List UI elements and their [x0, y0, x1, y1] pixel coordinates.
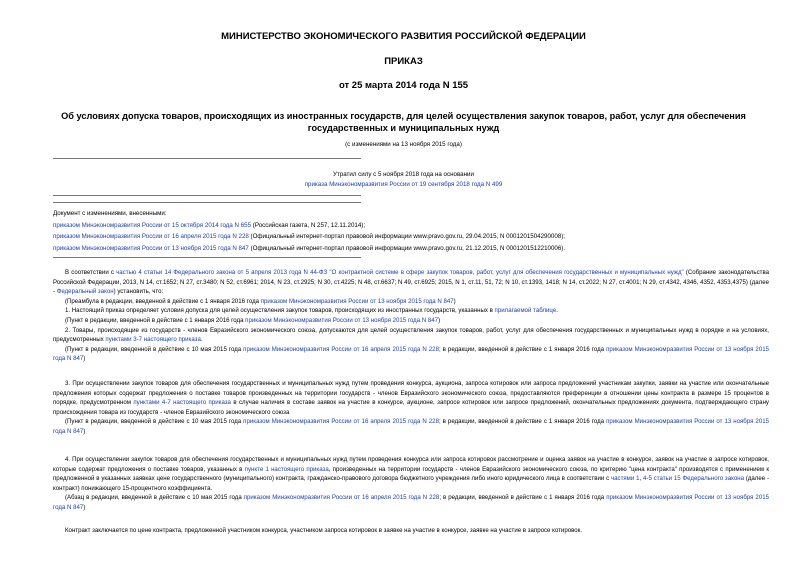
divider: [53, 158, 361, 159]
amendment-link[interactable]: приказом Минэкономразвития России от 16 апреля 2015 года N 228: [53, 233, 249, 240]
preamble: В соответствии с частью 4 статьи 14 Федерального закона от 5 апреля 2013 года N 44-ФЗ "О контрактной системе в сфере закупок товаров, работ, услуг для обеспечения государственных и муниципальных нужд" (Собрание законодательства Российской Федерации, 2013, N 14, ст.1652; N 27, ст.3480; N 52, ст.6961; 2014, N 23, ст.2925; N 30, ст.4225; N 48, ст.6637; N 49, ст.6925; 2015, N 1, ст.11, 51, 72; N 10, ст.1393, 1418; N 14, ст.2022; N 27, ст.4001; N 29, ст.4342, 4346, 4352, 4353,4375) (далее - Федеральный закон) установить, что:: [53, 269, 770, 296]
clause-link[interactable]: пунктами 4-7 настоящего приказа: [133, 399, 231, 407]
edit-note: (Преамбула в редакции, введенной в действие с 1 января 2016 года приказом Минэкономразвития России от 13 ноября 2015 года N 847): [65, 297, 456, 305]
lost-force-link[interactable]: приказа Минэкономразвития России от 19 сентября 2018 года N 499: [304, 181, 503, 188]
law-link[interactable]: 4-5 статьи 15 Федерального закона: [643, 475, 744, 483]
lost-force-text: Утратил силу с 5 ноября 2018 года на основании: [333, 171, 474, 178]
paragraph-3: 3. При осуществлении закупок товаров для обеспечения государственных и муниципальных нужд путем проведения конкурса, аукциона, запроса котировок или запроса предложений участникам закупки, заявки на участие или окончательные предложения которых содержат предложения о поставке товаров произведенных на территории государств - членов Евразийского экономического союза, предоставляются преференции в отношении цены контракта в размере 15 процентов в порядке, предусмотренном пунктами 4-7 настоящего приказа в случае наличия в составе заявок на участие в конкурсе, аукционе, запросе котировок или запросе предложений, окончательных предложениях документа, подтверждающего страну происхождения товара из государств - членов Евразийского экономического союза: [53, 380, 769, 416]
edit-note: (Абзац в редакции, введенной в действие с 10 мая 2015 года приказом Минэкономразвития России от 16 апреля 2015 года N 228; в редакции, введенной в действие с 1 января 2016 года приказом Минэкономразвития России от 13 ноября 2015 года N 847): [53, 494, 769, 511]
changes-note: (с изменениями на 13 ноября 2015 года): [345, 141, 462, 148]
lost-force-note: [0, 170, 807, 190]
edit-note: (Пункт в редакции, введенной в действие с 1 января 2016 года приказом Минэкономразвития России от 13 ноября 2015 года N 847): [65, 316, 441, 324]
law-link[interactable]: частями 1: [610, 475, 640, 483]
paragraph-2: 2. Товары, происходящие из государств - членов Евразийского экономического союза, допускаются для целей осуществления закупок товаров, работ, услуг для обеспечения государственных и муниципальных нужд в порядке и на условиях, предусмотренных пунктами 3-7 настоящего приказа.: [53, 326, 769, 344]
table-link[interactable]: прилагаемой таблице: [494, 307, 557, 315]
amendment-link[interactable]: приказом Минэкономразвития России от 16 апреля 2015 года N 228: [243, 345, 439, 353]
list-item: приказом Минэкономразвития России от 15 октября 2014 года N 655 (Российская газета, N 257, 12.11.2014);: [53, 221, 366, 229]
document-type: ПРИКАЗ: [384, 56, 423, 67]
paragraph-1: 1. Настоящий приказ определяет условия допуска для целей осуществления закупок товаров, происходящих из иностранных государств, указанных в прилагаемой таблице.: [65, 307, 558, 315]
amendment-link[interactable]: приказом Минэкономразвития России от 13 ноября 2015 года N 847: [53, 244, 249, 252]
document-title: Об условиях допуска товаров, происходящих из иностранных государств, для целей осуществления закупок товаров, работ, услуг для обеспечения государственных и муниципальных нужд: [61, 111, 746, 133]
paragraph-5: Контракт заключается по цене контракта, предложенной участником конкурса, участником запроса котировок в заявке на участие в конкурсе, заявке на участие в запросе котировок.: [65, 527, 583, 534]
amendment-link[interactable]: приказом Минэкономразвития России от 13 ноября 2015 года N 847: [53, 494, 769, 511]
amendment-link[interactable]: приказом Минэкономразвития России от 16 апреля 2015 года N 228: [243, 418, 439, 426]
law-link[interactable]: Федеральный закон: [56, 288, 114, 296]
divider: [53, 195, 361, 196]
law-link[interactable]: частью 4 статьи 14 Федерального закона от 5 апреля 2013 года N 44-ФЗ "О контрактной системе в сфере закупок товаров, работ, услуг для обеспечения государственных и муниципальных нужд": [116, 269, 684, 276]
edit-note: (Пункт в редакции, введенной в действие с 10 мая 2015 года приказом Минэкономразвития России от 16 апреля 2015 года N 228; в редакции, введенной в действие с 1 января 2016 года приказом Минэкономразвития России от 13 ноября 2015 года N 847): [53, 418, 769, 435]
clause-link[interactable]: пункте 1 настоящего приказа: [244, 465, 329, 473]
divider: [53, 257, 361, 258]
amendment-link[interactable]: приказом Минэкономразвития России от 13 ноября 2015 года N 847: [53, 345, 769, 363]
paragraph-4: 4. При осуществлении закупок товаров для обеспечения государственных и муниципальных нужд путем проведения конкурса или запроса котировок рассмотрение и оценка заявок на участие в конкурсе, заявок на участие в запросе котировок, которые содержат предложения о поставке товаров, указанных в пункте 1 настоящего приказа, произведенных на территории государств - членов Евразийского экономического союза, по критерию "цена контракта" производятся с применением к предложенной в указанных заявках цене государственного (муниципального) контракта, гражданско-правового договора бюджетного учреждения либо иного юридического лица в соответствии с частями 1, 4-5 статьи 15 Федерального закона (далее - контракт) понижающего 15-процентного коэффициента.: [53, 456, 769, 492]
document-body-section-3: [53, 379, 769, 437]
document-body-section-4: [53, 455, 769, 513]
list-item: приказом Минэкономразвития России от 13 ноября 2015 года N 847 (Официальный интернет-портал правовой информации www.pravo.gov.ru, 21.12.2015, N 0001201512210006).: [53, 244, 566, 252]
amendment-link[interactable]: приказом Минэкономразвития России от 13 ноября 2015 года N 847: [245, 316, 439, 324]
amendments-title: Документ с изменениями, внесенными:: [53, 210, 167, 217]
ministry-title: МИНИСТЕРСТВО ЭКОНОМИЧЕСКОГО РАЗВИТИЯ РОССИЙСКОЙ ФЕДЕРАЦИИ: [221, 31, 586, 42]
amendment-link[interactable]: приказом Минэкономразвития России от 16 апреля 2015 года N 228: [243, 494, 440, 502]
list-item: приказом Минэкономразвития России от 16 апреля 2015 года N 228 (Официальный интернет-портал правовой информации www.pravo.gov.ru, 29.04.2015, N 0001201504290008);: [53, 233, 566, 240]
document-body-section-5: [53, 526, 769, 536]
document-body: [53, 268, 769, 364]
edit-note: (Пункт в редакции, введенной в действие с 10 мая 2015 года приказом Минэкономразвития России от 16 апреля 2015 года N 228; в редакции, введенной в действие с 1 января 2016 года приказом Минэкономразвития России от 13 ноября 2015 года N 847): [53, 345, 769, 363]
amendment-link[interactable]: приказом Минэкономразвития России от 15 октября 2014 года N 655: [53, 221, 252, 229]
amendments-list: [53, 208, 565, 254]
divider: [53, 202, 361, 203]
amendment-link[interactable]: приказом Минэкономразвития России от 13 ноября 2015 года N 847: [53, 418, 769, 435]
clause-link[interactable]: пунктами 3-7 настоящего приказа: [105, 336, 201, 344]
amendment-link[interactable]: приказом Минэкономразвития России от 13 ноября 2015 года N 847: [260, 297, 454, 305]
document-date-number: от 25 марта 2014 года N 155: [338, 80, 469, 91]
